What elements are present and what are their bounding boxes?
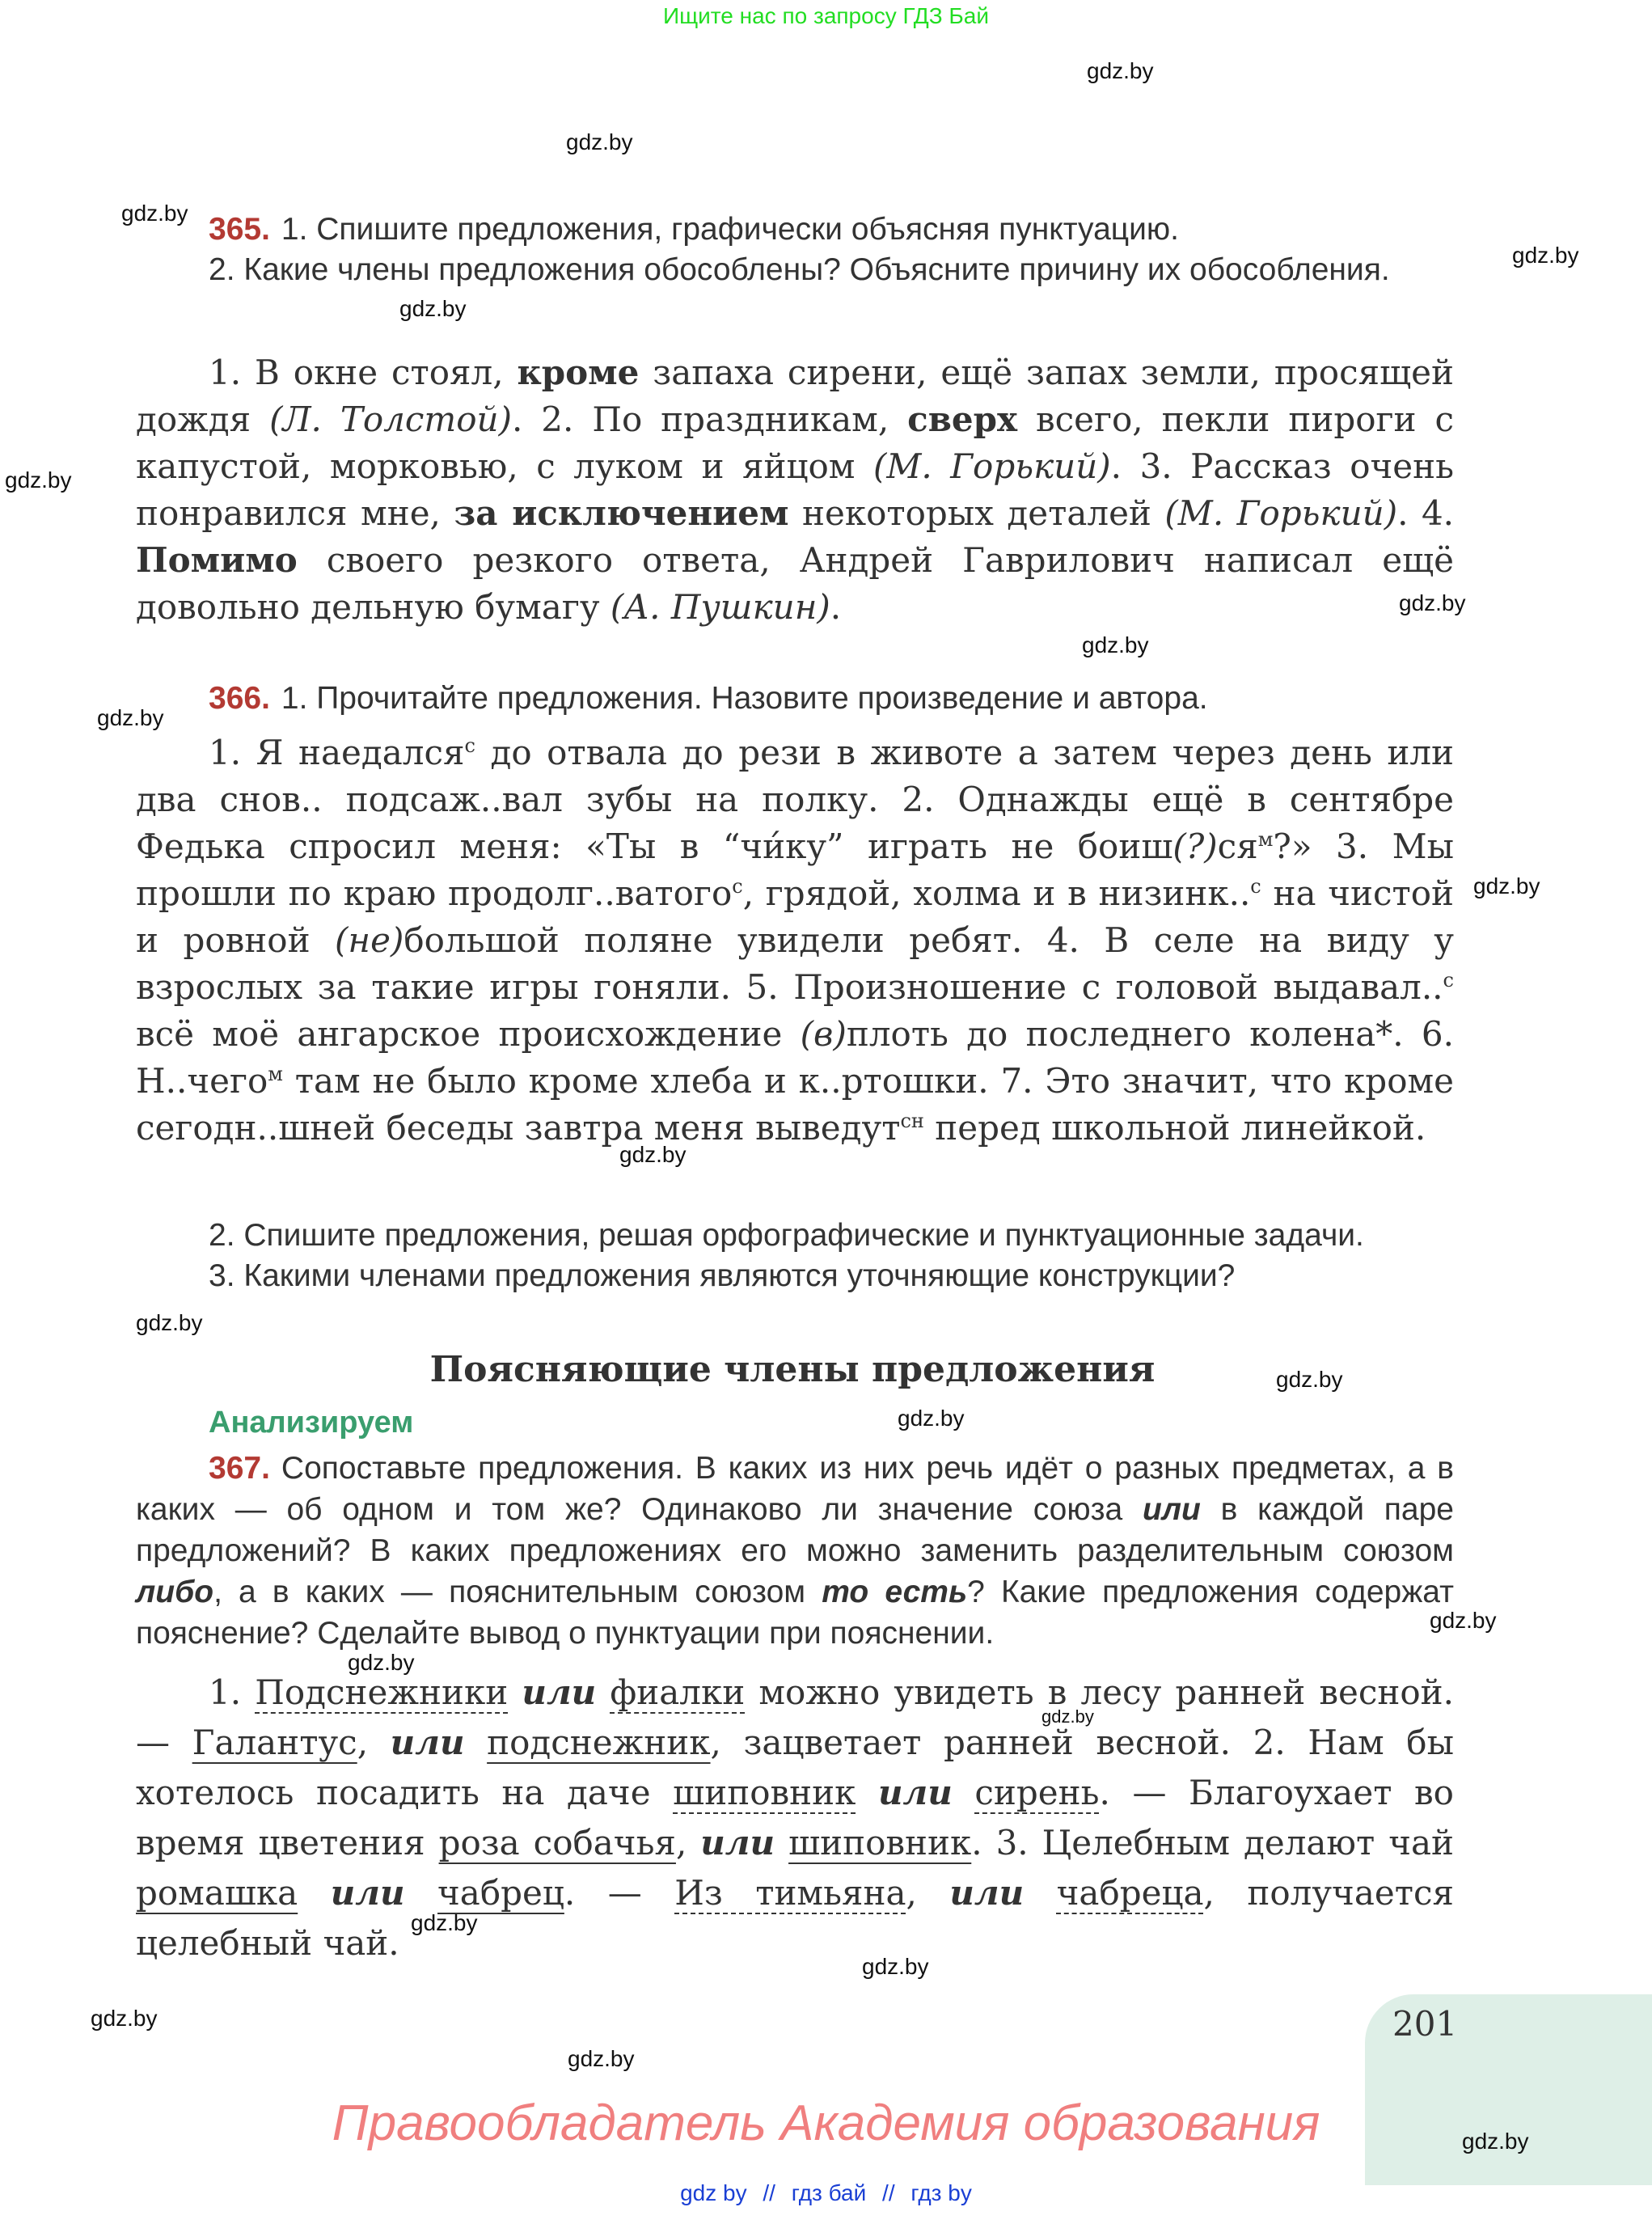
watermark: gdz.by (121, 201, 188, 226)
watermark: gdz.by (5, 467, 72, 493)
watermark: gdz.by (1276, 1367, 1343, 1392)
watermark: gdz.by (1087, 58, 1154, 83)
watermark: gdz.by (399, 296, 467, 321)
footer-separator: // (882, 2180, 895, 2205)
task-number: 366. (209, 681, 270, 716)
watermark: gdz.by (566, 129, 633, 154)
task-366-text: 1. Я наедался$^с$ до отвала до рези в животе а затем через день или два снов.. подсаж..вал зубы на полку. 2. Однажды ещё в сентябре Федька спросил меня: «Ты в “чи́ку” играть не $боиш(?)ся^м$?» 3. Мы прошли по краю продолг..ватого$^с$, грядой, холма и в низинк..$^с$ на чистой и ровной (не)большой поляне увидели ребят. 4. В селе на виду у взрослых за такие игры гоняли. 5. Произношение с головой выдавал..$^с$ всё моё ангарское происхождение (в)плоть до последнего колена*. 6. Н..чего$^м$ там не было кроме хлеба и к..ртошки. 7. Это значит, что кроме сегодн..шней беседы завтра меня выведут$^{сн}$ перед школьной линейкой. (136, 733, 1455, 1148)
watermark: gdz.by (1399, 590, 1466, 615)
footer-link-gdz-bai[interactable]: гдз бай (791, 2180, 867, 2205)
task-number: 367. (209, 1451, 270, 1486)
footer-link-gdz-by-cyr[interactable]: гдз by (911, 2180, 972, 2205)
watermark: gdz.by (1512, 243, 1579, 268)
footer-links (0, 2180, 1652, 2206)
task-number: 365. (209, 212, 270, 247)
task-367-question: 367. Сопоставьте предложения. В каких из них речь идёт о разных предметах, а в каких — об одном и том же? Одинаково ли значение союза или в каждой паре предложений? В каких предложениях его можно заменить разделительным союзом либо, а в каких — пояснительным союзом то есть? Какие предложения содержат пояснение? Сделайте вывод о пунктуации при пояснении. (136, 1451, 1454, 1651)
top-banner[interactable]: Ищите нас по запросу ГДЗ Бай (662, 3, 990, 28)
section-heading: Поясняющие члены предложения (429, 1349, 1156, 1390)
task-365-sentences: 1. В окне стоял, кроме запаха сирени, ещё запах земли, просящей дождя (Л. Толстой). 2. По праздникам, сверх всего, пекли пироги с капустой, морковью, с луком и яйцом (М. Горький). 3. Рассказ очень понравился мне, за исключением некоторых деталей (М. Горький). 4. Помимо своего резкого ответа, Андрей Гаврилович написал ещё довольно дельную бумагу (А. Пушкин). (136, 353, 1455, 627)
watermark: gdz.by (1462, 2129, 1529, 2154)
watermark: gdz.by (411, 1910, 478, 1935)
watermark: gdz.by (1041, 1706, 1094, 1727)
task-366-instruction-1: 366. 1. Прочитайте предложения. Назовите произведение и автора. (209, 681, 1208, 716)
watermark: gdz.by (1082, 632, 1149, 657)
watermark: gdz.by (91, 2006, 158, 2031)
footer-link-gdz-by[interactable]: gdz by (680, 2180, 747, 2205)
task-367-examples: 1. Подснежники или фиалки можно увидеть в лесу ранней весной. — Галантус, или подснежник, зацветает ранней весной. 2. Нам бы хотелось посадить на даче шиповник или сирень. — Благоухает во время цветения роза собачья, или шиповник. 3. Целебным делают чай ромашка или чабрец. — Из тимьяна, или чабреца, получается целебный чай. (136, 1672, 1455, 1963)
watermark: gdz.by (1430, 1608, 1497, 1633)
footer-separator: // (763, 2180, 775, 2205)
watermark: gdz.by (136, 1310, 203, 1335)
watermark: gdz.by (862, 1954, 929, 1979)
task-366-instruction-2: 2. Спишите предложения, решая орфографические и пунктуационные задачи. (209, 1218, 1364, 1253)
page-number: 201 (1392, 2004, 1458, 2044)
watermark: gdz.by (619, 1142, 687, 1167)
watermark: gdz.by (348, 1650, 415, 1675)
task-365-instruction-1: 365. 1. Спишите предложения, графически объясняя пунктуацию. (209, 212, 1180, 247)
watermark: gdz.by (568, 2046, 635, 2071)
watermark: gdz.by (1473, 873, 1540, 898)
task-366-instruction-3: 3. Какими членами предложения являются уточняющие конструкции? (209, 1258, 1236, 1293)
watermark: gdz.by (97, 705, 164, 730)
task-365-instruction-2: 2. Какие члены предложения обособлены? Объясните причину их обособления. (209, 252, 1390, 287)
subsection-title: Анализируем (209, 1406, 414, 1440)
watermark: gdz.by (898, 1406, 965, 1431)
rights-holder: Правообладатель Академия образования (332, 2095, 1320, 2151)
